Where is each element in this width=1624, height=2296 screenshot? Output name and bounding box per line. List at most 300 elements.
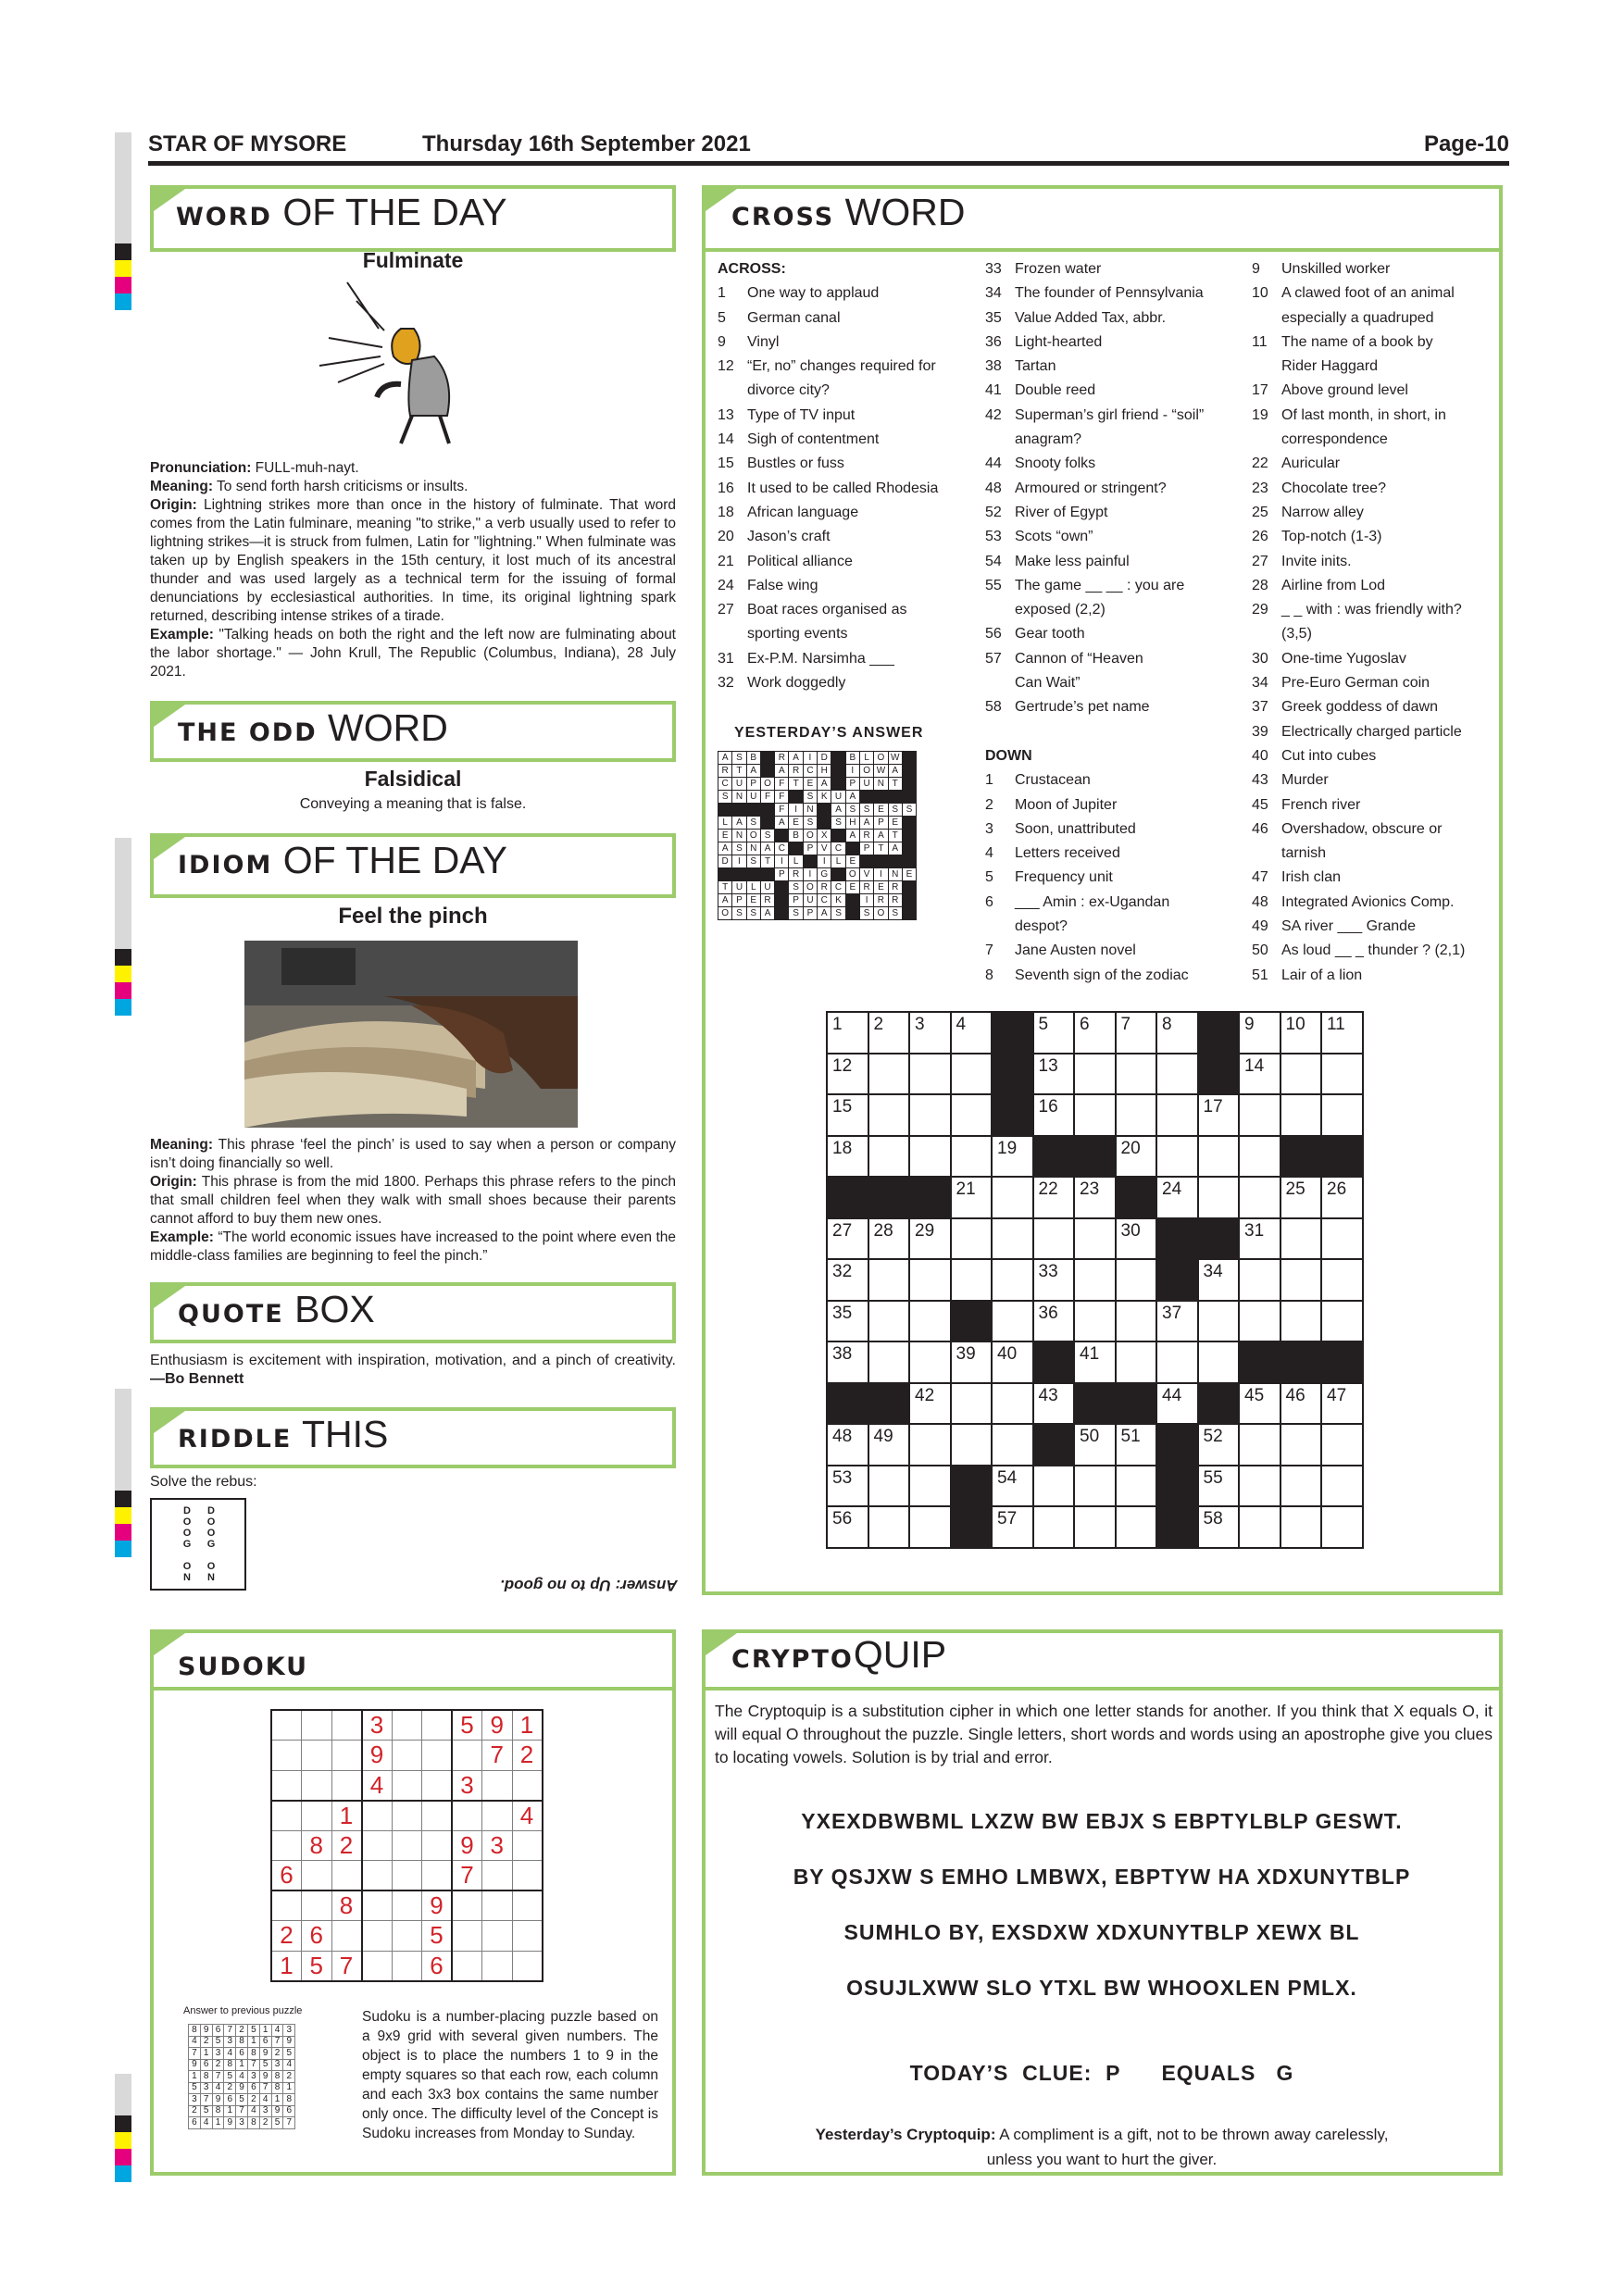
- sudoku-cell[interactable]: [452, 1951, 482, 1981]
- rebus-letter: D: [183, 1505, 191, 1516]
- crossword-cell[interactable]: [868, 1094, 910, 1136]
- crossword-cell[interactable]: [1033, 1466, 1075, 1507]
- answer-block: [718, 868, 732, 881]
- crossword-cell[interactable]: [1321, 1506, 1363, 1548]
- crossword-cell[interactable]: [909, 1094, 951, 1136]
- crossword-cell[interactable]: [1156, 1177, 1198, 1218]
- crossword-block: [1033, 1341, 1075, 1383]
- crossword-cell[interactable]: [1156, 1383, 1198, 1425]
- crossword-cell[interactable]: [1321, 1054, 1363, 1095]
- answer-cell: A: [845, 791, 859, 804]
- crossword-cell[interactable]: [1239, 1466, 1280, 1507]
- clue-item: 25 Narrow alley: [1252, 504, 1364, 520]
- sudoku-cell[interactable]: [271, 1770, 302, 1801]
- answer-block: [789, 842, 803, 855]
- sudoku-cell[interactable]: [392, 1801, 422, 1831]
- answer-cell: T: [888, 778, 902, 791]
- sudoku-cell[interactable]: [392, 1770, 422, 1801]
- crossword-cell[interactable]: [1033, 1218, 1075, 1260]
- clue-item: 5 German canal: [718, 309, 841, 326]
- crossword-cell[interactable]: [1116, 1259, 1157, 1301]
- sudoku-cell[interactable]: [362, 1951, 393, 1981]
- crossword-cell[interactable]: [1074, 1506, 1116, 1548]
- sudoku-cell[interactable]: [512, 1890, 543, 1921]
- sudoku-cell[interactable]: [362, 1861, 393, 1891]
- crossword-cell[interactable]: [1033, 1054, 1075, 1095]
- crossword-block: [868, 1177, 910, 1218]
- crossword-cell[interactable]: [909, 1012, 951, 1054]
- clue-number: [1281, 1302, 1321, 1304]
- sudoku-cell[interactable]: [302, 1770, 332, 1801]
- crossword-cell[interactable]: [1198, 1136, 1240, 1178]
- answer-digit: 3: [224, 2036, 236, 2048]
- sudoku-cell[interactable]: 5: [452, 1710, 482, 1741]
- crossword-cell[interactable]: [827, 1341, 868, 1383]
- answer-digit: 3: [189, 2094, 201, 2106]
- crossword-cell[interactable]: [1074, 1012, 1116, 1054]
- crossword-cell[interactable]: [1033, 1383, 1075, 1425]
- crossword-cell[interactable]: [868, 1506, 910, 1548]
- crossword-cell[interactable]: [1280, 1218, 1322, 1260]
- clue-number: [1157, 1054, 1197, 1057]
- crossword-cell[interactable]: [1239, 1218, 1280, 1260]
- sudoku-cell[interactable]: [392, 1830, 422, 1861]
- crossword-cell[interactable]: [1116, 1136, 1157, 1178]
- sudoku-cell[interactable]: 6: [271, 1861, 302, 1891]
- crossword-cell[interactable]: [1280, 1054, 1322, 1095]
- sudoku-cell[interactable]: [392, 1861, 422, 1891]
- crossword-cell[interactable]: [951, 1136, 993, 1178]
- sudoku-cell[interactable]: [331, 1921, 362, 1952]
- crossword-cell[interactable]: [951, 1383, 993, 1425]
- issue-date: Thursday 16th September 2021: [422, 131, 751, 156]
- sudoku-cell[interactable]: [362, 1830, 393, 1861]
- sudoku-cell[interactable]: 4: [362, 1770, 393, 1801]
- sudoku-cell[interactable]: [512, 1951, 543, 1981]
- rebus-letter: O: [206, 1516, 216, 1528]
- crossword-cell[interactable]: [992, 1218, 1033, 1260]
- sudoku-cell[interactable]: 3: [452, 1770, 482, 1801]
- clue-item: 31 Ex-P.M. Narsimha ___: [718, 650, 894, 667]
- cryptoquip-line: OSUJLXWW SLO YTXL BW WHOOXLEN PMLX.: [846, 1976, 1357, 2000]
- crossword-cell[interactable]: [1321, 1259, 1363, 1301]
- crossword-cell[interactable]: [827, 1506, 868, 1548]
- sudoku-cell[interactable]: [331, 1861, 362, 1891]
- sudoku-cell[interactable]: [271, 1830, 302, 1861]
- crossword-cell[interactable]: [1280, 1259, 1322, 1301]
- crossword-cell[interactable]: [1074, 1466, 1116, 1507]
- clue-item: 8 Seventh sign of the zodiac: [985, 967, 1189, 983]
- sudoku-cell[interactable]: 7: [452, 1861, 482, 1891]
- crossword-cell[interactable]: [1198, 1424, 1240, 1466]
- crossword-cell[interactable]: [1321, 1094, 1363, 1136]
- sudoku-cell[interactable]: [482, 1861, 513, 1891]
- crossword-cell[interactable]: [1116, 1341, 1157, 1383]
- crossword-cell[interactable]: [1280, 1506, 1322, 1548]
- crossword-cell[interactable]: [992, 1259, 1033, 1301]
- crossword-cell[interactable]: [868, 1424, 910, 1466]
- sudoku-cell[interactable]: 9: [422, 1890, 453, 1921]
- sudoku-cell[interactable]: 1: [512, 1710, 543, 1741]
- sudoku-cell[interactable]: [302, 1861, 332, 1891]
- crossword-cell[interactable]: [992, 1506, 1033, 1548]
- crossword-cell[interactable]: [1239, 1383, 1280, 1425]
- crossword-cell[interactable]: [951, 1259, 993, 1301]
- answer-cell: S: [859, 804, 873, 817]
- answer-digit: 5: [236, 2094, 248, 2106]
- answer-block: [902, 855, 916, 868]
- sudoku-cell[interactable]: [452, 1801, 482, 1831]
- sudoku-cell[interactable]: [302, 1801, 332, 1831]
- sudoku-cell[interactable]: [392, 1951, 422, 1981]
- sudoku-cell[interactable]: [482, 1890, 513, 1921]
- crossword-cell[interactable]: [1280, 1466, 1322, 1507]
- sudoku-cell[interactable]: 7: [482, 1741, 513, 1771]
- crossword-cell[interactable]: [1033, 1259, 1075, 1301]
- sudoku-cell[interactable]: [512, 1770, 543, 1801]
- crossword-cell[interactable]: [827, 1218, 868, 1260]
- crossword-cell[interactable]: [909, 1301, 951, 1342]
- answer-cell: S: [718, 791, 732, 804]
- sudoku-cell[interactable]: [482, 1801, 513, 1831]
- crossword-cell[interactable]: [951, 1054, 993, 1095]
- answer-block: [874, 855, 888, 868]
- crossword-cell[interactable]: [1033, 1506, 1075, 1548]
- clue-item: 13 Type of TV input: [718, 406, 856, 423]
- answer-cell: N: [746, 842, 760, 855]
- sudoku-cell[interactable]: [422, 1770, 453, 1801]
- crossword-cell[interactable]: [1280, 1012, 1322, 1054]
- crossword-cell[interactable]: [951, 1341, 993, 1383]
- crossword-cell[interactable]: [1033, 1301, 1075, 1342]
- sudoku-cell[interactable]: [392, 1890, 422, 1921]
- page-number: Page-10: [1423, 131, 1509, 156]
- crossword-cell[interactable]: [868, 1218, 910, 1260]
- crossword-cell[interactable]: [1321, 1012, 1363, 1054]
- crossword-cell[interactable]: [1239, 1259, 1280, 1301]
- crossword-cell[interactable]: [992, 1136, 1033, 1178]
- clue-item: 52 River of Egypt: [985, 504, 1108, 520]
- sudoku-cell[interactable]: 9: [482, 1710, 513, 1741]
- crossword-cell[interactable]: [951, 1094, 993, 1136]
- crossword-cell[interactable]: [1198, 1177, 1240, 1218]
- crossword-cell[interactable]: [1198, 1301, 1240, 1342]
- answer-block: [902, 765, 916, 778]
- sudoku-cell[interactable]: [422, 1830, 453, 1861]
- sudoku-cell[interactable]: 9: [452, 1830, 482, 1861]
- answer-digit: 7: [271, 2036, 283, 2048]
- crossword-cell[interactable]: [992, 1466, 1033, 1507]
- crossword-cell[interactable]: [1239, 1094, 1280, 1136]
- sudoku-cell[interactable]: [302, 1710, 332, 1741]
- crossword-cell[interactable]: [1280, 1424, 1322, 1466]
- word-of-day-word: Fulminate: [362, 248, 464, 272]
- crossword-cell[interactable]: [909, 1506, 951, 1548]
- sudoku-cell[interactable]: [482, 1951, 513, 1981]
- crossword-cell[interactable]: [1156, 1054, 1198, 1095]
- answer-cell: L: [718, 817, 732, 830]
- sudoku-cell[interactable]: [271, 1710, 302, 1741]
- crossword-cell[interactable]: [909, 1259, 951, 1301]
- crossword-cell[interactable]: [827, 1012, 868, 1054]
- crossword-cell[interactable]: [951, 1177, 993, 1218]
- crossword-cell[interactable]: [827, 1054, 868, 1095]
- sudoku-cell[interactable]: [331, 1770, 362, 1801]
- crossword-cell[interactable]: [1074, 1301, 1116, 1342]
- crossword-cell[interactable]: [827, 1301, 868, 1342]
- crossword-cell[interactable]: [1198, 1506, 1240, 1548]
- sudoku-cell[interactable]: 3: [362, 1710, 393, 1741]
- crossword-cell[interactable]: [868, 1466, 910, 1507]
- answer-cell: S: [902, 804, 916, 817]
- answer-digit: 1: [212, 2117, 224, 2129]
- crossword-cell[interactable]: [1074, 1177, 1116, 1218]
- crossword-cell[interactable]: [1074, 1054, 1116, 1095]
- crossword-cell[interactable]: [1239, 1424, 1280, 1466]
- sudoku-cell[interactable]: 5: [302, 1951, 332, 1981]
- crossword-cell[interactable]: [1280, 1177, 1322, 1218]
- sudoku-cell[interactable]: [302, 1741, 332, 1771]
- crossword-cell[interactable]: [1321, 1218, 1363, 1260]
- crossword-cell[interactable]: [827, 1136, 868, 1178]
- crossword-cell[interactable]: [1116, 1054, 1157, 1095]
- crossword-cell[interactable]: [992, 1383, 1033, 1425]
- crossword-cell[interactable]: [909, 1383, 951, 1425]
- answer-cell: S: [888, 907, 902, 920]
- crossword-cell[interactable]: [827, 1094, 868, 1136]
- crossword-cell[interactable]: [1074, 1218, 1116, 1260]
- answer-block: [859, 791, 873, 804]
- sudoku-cell[interactable]: [512, 1830, 543, 1861]
- crossword-cell[interactable]: [1156, 1136, 1198, 1178]
- sudoku-cell[interactable]: 5: [422, 1921, 453, 1952]
- sudoku-cell[interactable]: 1: [271, 1951, 302, 1981]
- sudoku-cell[interactable]: 8: [302, 1830, 332, 1861]
- crossword-cell[interactable]: [868, 1136, 910, 1178]
- crossword-cell[interactable]: [1239, 1012, 1280, 1054]
- sudoku-cell[interactable]: [392, 1741, 422, 1771]
- sudoku-cell[interactable]: [482, 1921, 513, 1952]
- crossword-cell[interactable]: [992, 1177, 1033, 1218]
- crossword-cell[interactable]: [1198, 1259, 1240, 1301]
- crossword-cell[interactable]: [992, 1301, 1033, 1342]
- sudoku-cell[interactable]: [422, 1801, 453, 1831]
- clue-item: 17 Above ground level: [1252, 382, 1408, 399]
- answer-cell: E: [874, 804, 888, 817]
- crossword-cell[interactable]: [1321, 1424, 1363, 1466]
- sudoku-cell[interactable]: [452, 1921, 482, 1952]
- sudoku-cell[interactable]: 4: [512, 1801, 543, 1831]
- crossword-cell[interactable]: [909, 1424, 951, 1466]
- answer-block: [775, 894, 789, 907]
- answer-cell: L: [831, 855, 845, 868]
- crossword-cell[interactable]: [1116, 1301, 1157, 1342]
- crossword-cell[interactable]: [1116, 1094, 1157, 1136]
- answer-digit: 3: [283, 2025, 295, 2037]
- sudoku-cell[interactable]: [392, 1710, 422, 1741]
- crossword-cell[interactable]: [1074, 1094, 1116, 1136]
- answer-cell: P: [746, 778, 760, 791]
- sudoku-cell[interactable]: 2: [331, 1830, 362, 1861]
- clue-number: [1281, 1260, 1321, 1263]
- sudoku-cell[interactable]: [302, 1890, 332, 1921]
- sudoku-grid[interactable]: [270, 1709, 543, 1982]
- clue-number: [869, 1137, 909, 1140]
- crossword-cell[interactable]: [827, 1466, 868, 1507]
- crossword-cell[interactable]: [909, 1341, 951, 1383]
- crossword-cell[interactable]: [1198, 1094, 1240, 1136]
- sudoku-cell[interactable]: [362, 1921, 393, 1952]
- sudoku-cell[interactable]: 7: [331, 1951, 362, 1981]
- sudoku-cell[interactable]: [422, 1861, 453, 1891]
- clue-item: 48 Armoured or stringent?: [985, 480, 1167, 496]
- crossword-cell[interactable]: [1116, 1466, 1157, 1507]
- clue-number: 50: [1080, 1427, 1100, 1446]
- crossword-cell[interactable]: [1074, 1259, 1116, 1301]
- crossword-cell[interactable]: [868, 1054, 910, 1095]
- crossword-cell[interactable]: [992, 1424, 1033, 1466]
- answer-block: [732, 868, 746, 881]
- sudoku-cell[interactable]: 8: [331, 1890, 362, 1921]
- sudoku-cell[interactable]: [331, 1710, 362, 1741]
- crossword-cell[interactable]: [1198, 1341, 1240, 1383]
- sudoku-cell[interactable]: [422, 1710, 453, 1741]
- answer-cell: I: [859, 894, 873, 907]
- answer-digit: 4: [224, 2048, 236, 2060]
- answer-cell: E: [902, 868, 916, 881]
- sudoku-cell[interactable]: 9: [362, 1741, 393, 1771]
- crossword-cell[interactable]: [827, 1259, 868, 1301]
- answer-digit: 1: [236, 2059, 248, 2071]
- crossword-block: [1239, 1341, 1280, 1383]
- crossword-cell[interactable]: [1156, 1301, 1198, 1342]
- answer-cell: D: [818, 752, 831, 765]
- sudoku-cell[interactable]: 2: [512, 1741, 543, 1771]
- sudoku-cell[interactable]: [512, 1861, 543, 1891]
- crossword-cell[interactable]: [1116, 1506, 1157, 1548]
- clue-number: 43: [1038, 1385, 1058, 1405]
- crossword-cell[interactable]: [1239, 1301, 1280, 1342]
- crossword-cell[interactable]: [1321, 1301, 1363, 1342]
- crossword-cell[interactable]: [1033, 1012, 1075, 1054]
- answer-cell: A: [746, 765, 760, 778]
- answer-cell: P: [775, 868, 789, 881]
- crossword-cell[interactable]: [951, 1218, 993, 1260]
- crossword-cell[interactable]: [951, 1012, 993, 1054]
- crossword-cell[interactable]: [1074, 1341, 1116, 1383]
- sudoku-cell[interactable]: [362, 1801, 393, 1831]
- answer-digit: 4: [283, 2059, 295, 2071]
- answer-digit: 9: [224, 2117, 236, 2129]
- crossword-cell[interactable]: [1280, 1094, 1322, 1136]
- crossword-cell[interactable]: [1239, 1177, 1280, 1218]
- crossword-cell[interactable]: [1156, 1094, 1198, 1136]
- sudoku-cell[interactable]: [362, 1890, 393, 1921]
- crossword-block: [868, 1383, 910, 1425]
- crossword-cell[interactable]: [868, 1341, 910, 1383]
- crossword-cell[interactable]: [1239, 1136, 1280, 1178]
- answer-digit: 8: [271, 2071, 283, 2083]
- crossword-grid[interactable]: [826, 1011, 1364, 1549]
- sudoku-cell[interactable]: 1: [331, 1801, 362, 1831]
- sudoku-cell[interactable]: [392, 1921, 422, 1952]
- answer-cell: O: [803, 830, 817, 842]
- crossword-cell[interactable]: [992, 1341, 1033, 1383]
- answer-cell: A: [760, 907, 774, 920]
- clue-number: 23: [1080, 1179, 1100, 1199]
- crossword-cell[interactable]: [909, 1054, 951, 1095]
- crossword-cell[interactable]: [1198, 1466, 1240, 1507]
- crossword-cell[interactable]: [1280, 1383, 1322, 1425]
- sudoku-cell[interactable]: [271, 1741, 302, 1771]
- idiom-title: IDIOM OF THE DAY: [178, 839, 507, 881]
- sudoku-cell[interactable]: [331, 1741, 362, 1771]
- clue-number: [1075, 1219, 1115, 1222]
- answer-cell: F: [760, 791, 774, 804]
- crossword-cell[interactable]: [909, 1218, 951, 1260]
- answer-digit: 8: [224, 2059, 236, 2071]
- sudoku-cell[interactable]: 6: [302, 1921, 332, 1952]
- sudoku-cell[interactable]: [512, 1921, 543, 1952]
- crossword-cell[interactable]: [951, 1424, 993, 1466]
- crossword-cell[interactable]: [1321, 1383, 1363, 1425]
- crossword-cell[interactable]: [909, 1466, 951, 1507]
- crossword-cell[interactable]: [1321, 1466, 1363, 1507]
- clue-item: 20 Jason’s craft: [718, 529, 831, 545]
- crossword-cell[interactable]: [1074, 1424, 1116, 1466]
- crossword-cell[interactable]: [1239, 1506, 1280, 1548]
- crossword-block: [1321, 1136, 1363, 1178]
- clue-number: [1117, 1342, 1156, 1345]
- clue-item: 26 Top-notch (1-3): [1252, 529, 1382, 545]
- answer-cell: I: [818, 855, 831, 868]
- sudoku-cell[interactable]: [271, 1890, 302, 1921]
- clue-number: [1034, 1507, 1074, 1510]
- crossword-cell[interactable]: [1321, 1177, 1363, 1218]
- sudoku-cell[interactable]: [271, 1801, 302, 1831]
- crossword-cell[interactable]: [1116, 1012, 1157, 1054]
- yesterday-answer-label: YESTERDAY’S ANSWER: [734, 725, 924, 741]
- sudoku-cell[interactable]: [482, 1770, 513, 1801]
- crossword-cell[interactable]: [909, 1136, 951, 1178]
- clue-item: 37 Greek goddess of dawn: [1252, 699, 1438, 716]
- crossword-cell[interactable]: [1033, 1177, 1075, 1218]
- crossword-cell[interactable]: [1156, 1341, 1198, 1383]
- rebus-letter: O: [206, 1561, 216, 1572]
- crossword-cell[interactable]: [1116, 1218, 1157, 1260]
- sudoku-cell[interactable]: [452, 1741, 482, 1771]
- sudoku-cell[interactable]: [422, 1741, 453, 1771]
- yesterday-cryptoquip: Yesterday’s Cryptoquip: A compliment is a gift, not to be thrown away carelessly, unless you want to hurt the giver.: [815, 2126, 1389, 2168]
- crossword-cell[interactable]: [827, 1424, 868, 1466]
- clue-item: sporting events: [747, 626, 848, 643]
- crossword-cell[interactable]: [1280, 1301, 1322, 1342]
- crossword-cell[interactable]: [1033, 1094, 1075, 1136]
- sudoku-cell[interactable]: 3: [482, 1830, 513, 1861]
- sudoku-cell[interactable]: 6: [422, 1951, 453, 1981]
- crossword-cell[interactable]: [868, 1259, 910, 1301]
- answer-cell: F: [775, 791, 789, 804]
- crossword-cell[interactable]: [868, 1301, 910, 1342]
- sudoku-cell[interactable]: [452, 1890, 482, 1921]
- crossword-cell[interactable]: [1116, 1424, 1157, 1466]
- crossword-cell[interactable]: [1156, 1012, 1198, 1054]
- crossword-cell[interactable]: [1239, 1054, 1280, 1095]
- sudoku-cell[interactable]: 2: [271, 1921, 302, 1952]
- crossword-block: [827, 1383, 868, 1425]
- answer-digit: 4: [247, 2105, 259, 2117]
- crossword-cell[interactable]: [868, 1012, 910, 1054]
